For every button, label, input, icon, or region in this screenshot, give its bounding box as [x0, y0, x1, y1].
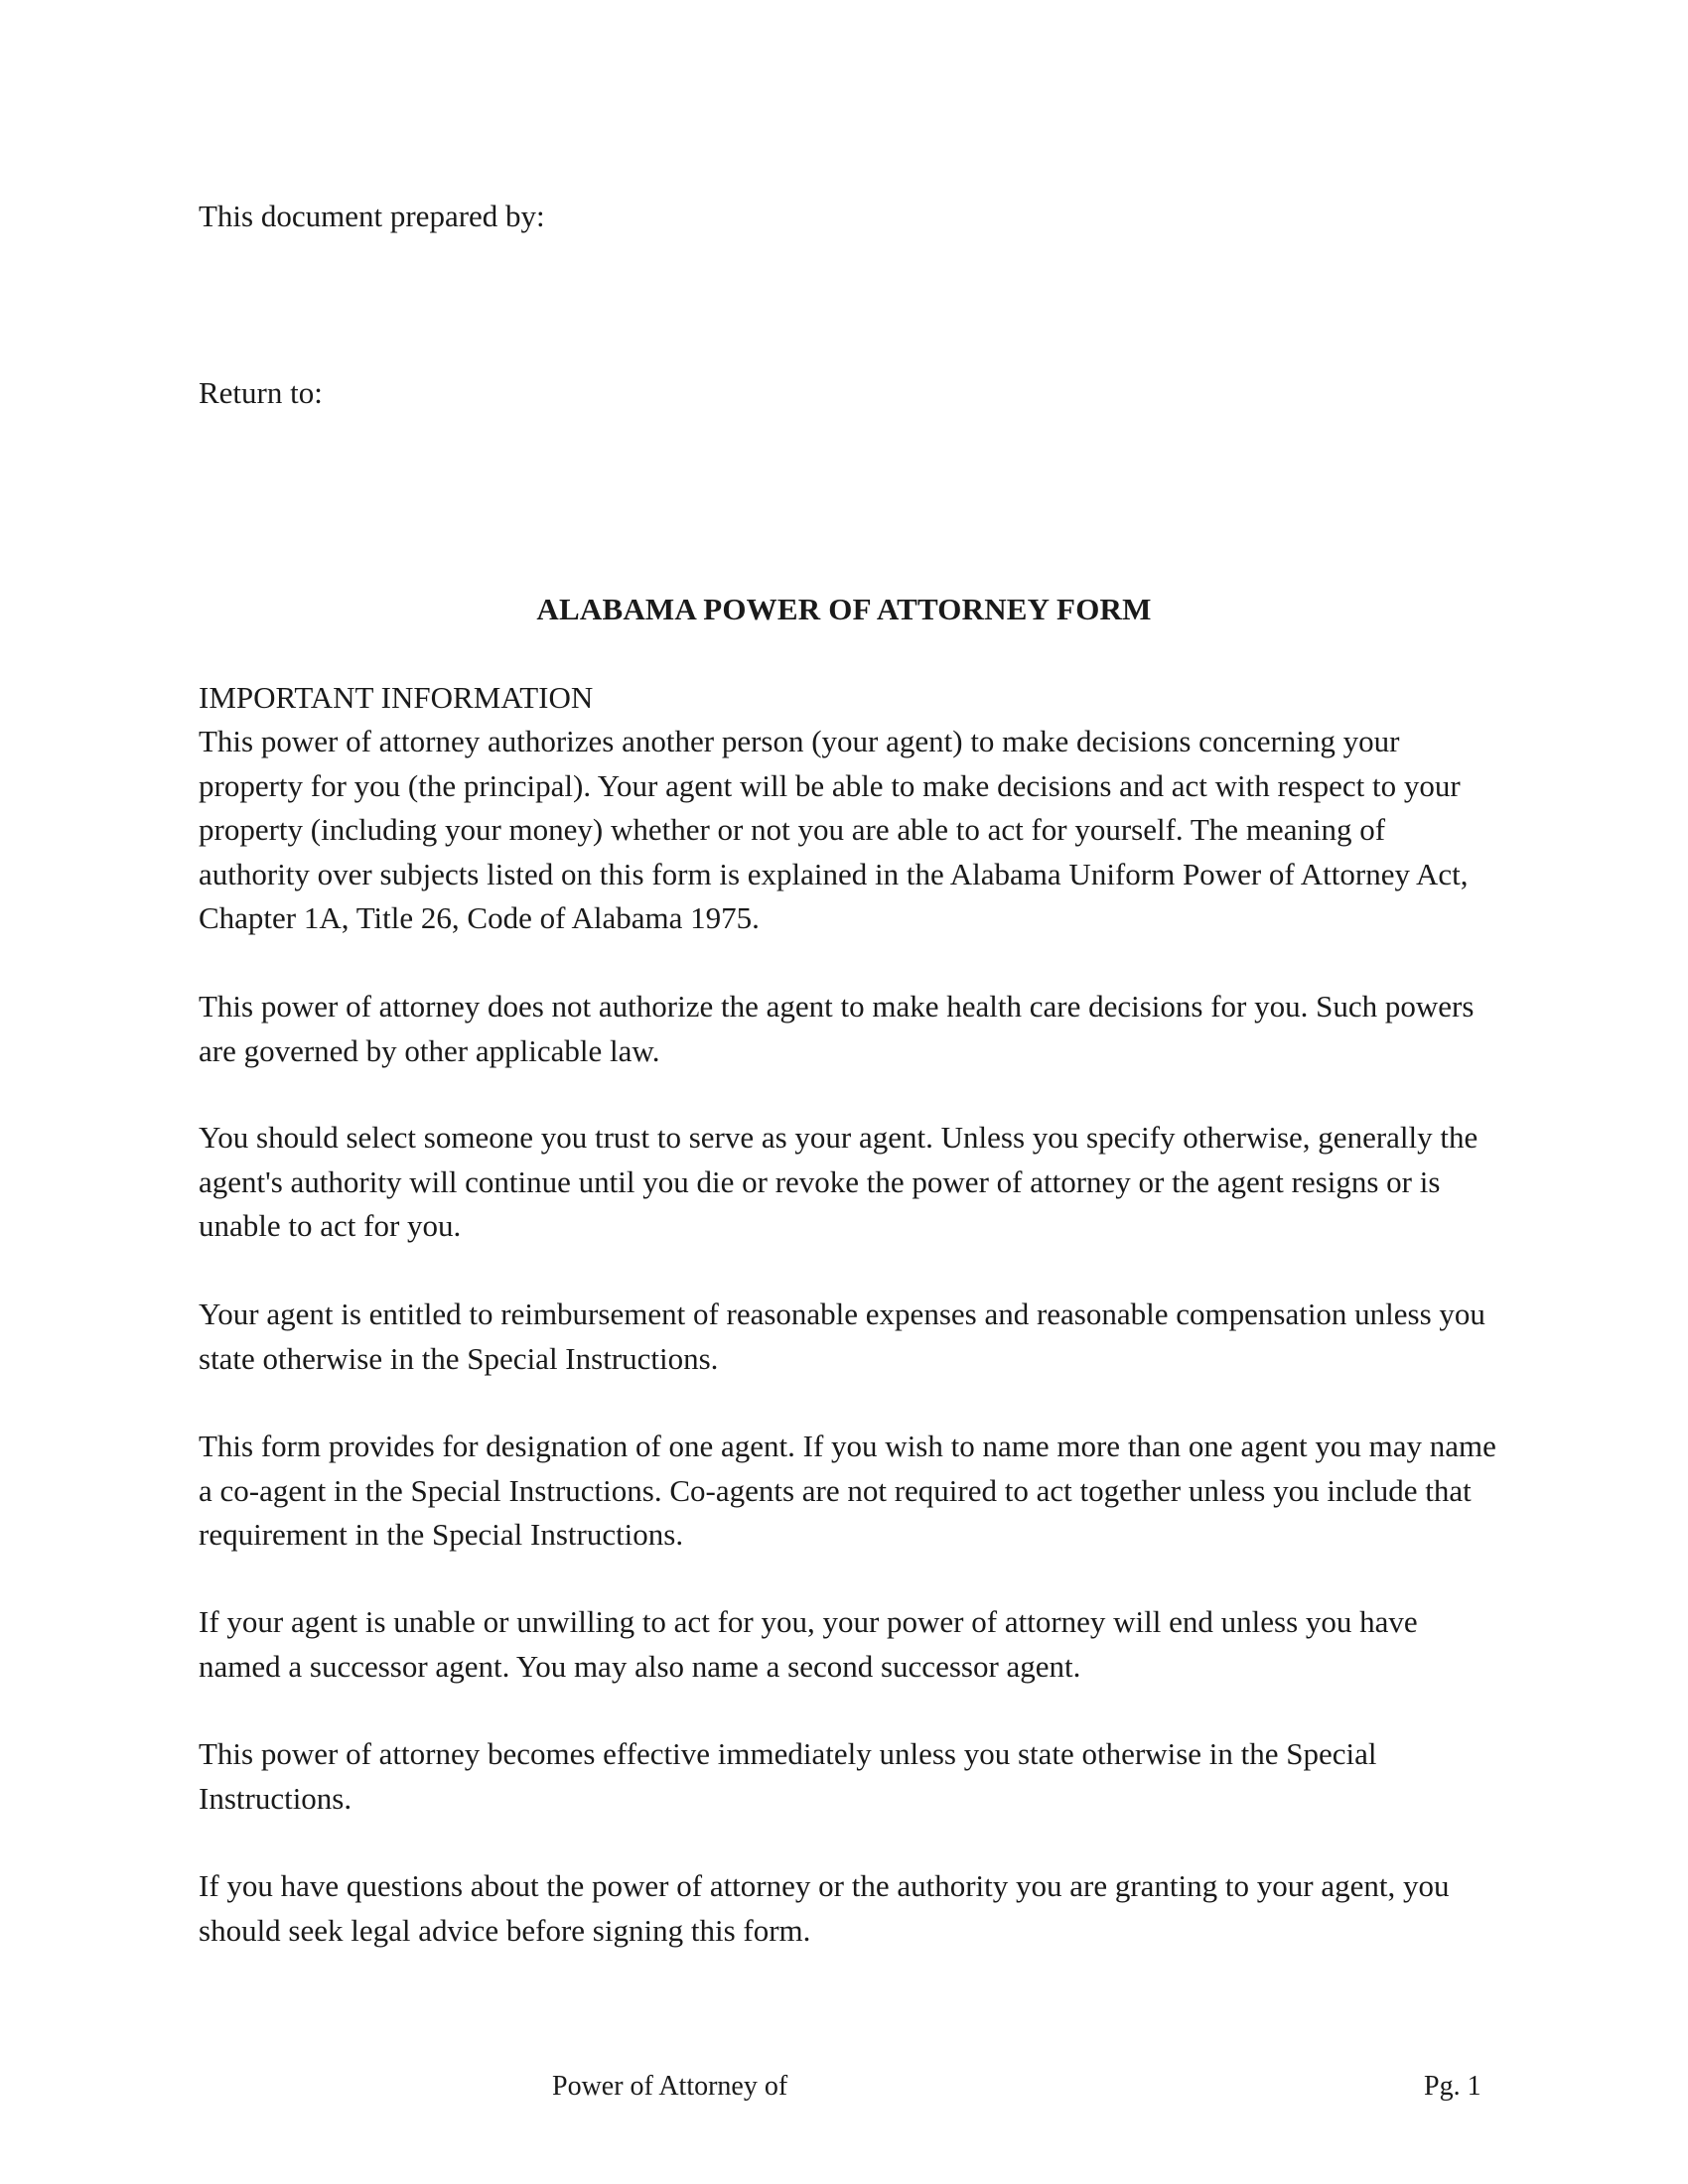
- paragraph-legal-advice: If you have questions about the power of attorney or the authority you are granting to your agent, you should seek legal advice before signing this form.: [199, 1868, 1450, 1948]
- paragraph-effective-date: This power of attorney becomes effective immediately unless you state otherwise in the Special Instructions.: [199, 1736, 1377, 1816]
- page-number: Pg. 1: [1424, 2071, 1481, 2102]
- footer-title: Power of Attorney of: [552, 2071, 788, 2102]
- paragraph-health-care: This power of attorney does not authorize the agent to make health care decisions for you. Such powers are governed by other applicable law.: [199, 989, 1475, 1068]
- paragraph-co-agent: This form provides for designation of one agent. If you wish to name more than one agent you may name a co-agent in the Special Instructions. Co-agents are not required to act together unless you include that requirement in the Special Instructions.: [199, 1429, 1496, 1552]
- paragraph-select-agent: You should select someone you trust to serve as your agent. Unless you specify otherwise, generally the agent's authority will continue until you die or revoke the power of attorney or the agent resigns or is unable to act for you.: [199, 1120, 1478, 1243]
- prepared-by-label: This document prepared by:: [199, 199, 545, 233]
- section-heading: IMPORTANT INFORMATION: [199, 680, 594, 715]
- return-to-label: Return to:: [199, 375, 323, 410]
- paragraph-agent-authority: This power of attorney authorizes another person (your agent) to make decisions concerning your property for you (the principal). Your agent will be able to make decisions and act with respect to your property (including your money) whether or not you are able to act for yourself. The meaning of authority over subjects listed on this form is explained in the Alabama Uniform Power of Attorney Act, Chapter 1A, Title 26, Code of Alabama 1975.: [199, 724, 1469, 935]
- paragraph-reimbursement: Your agent is entitled to reimbursement of reasonable expenses and reasonable compensation unless you state otherwise in the Special Instructions.: [199, 1297, 1485, 1376]
- paragraph-successor-agent: If your agent is unable or unwilling to act for you, your power of attorney will end unless you have named a successor agent. You may also name a second successor agent.: [199, 1604, 1418, 1684]
- document-title: ALABAMA POWER OF ATTORNEY FORM: [536, 592, 1152, 626]
